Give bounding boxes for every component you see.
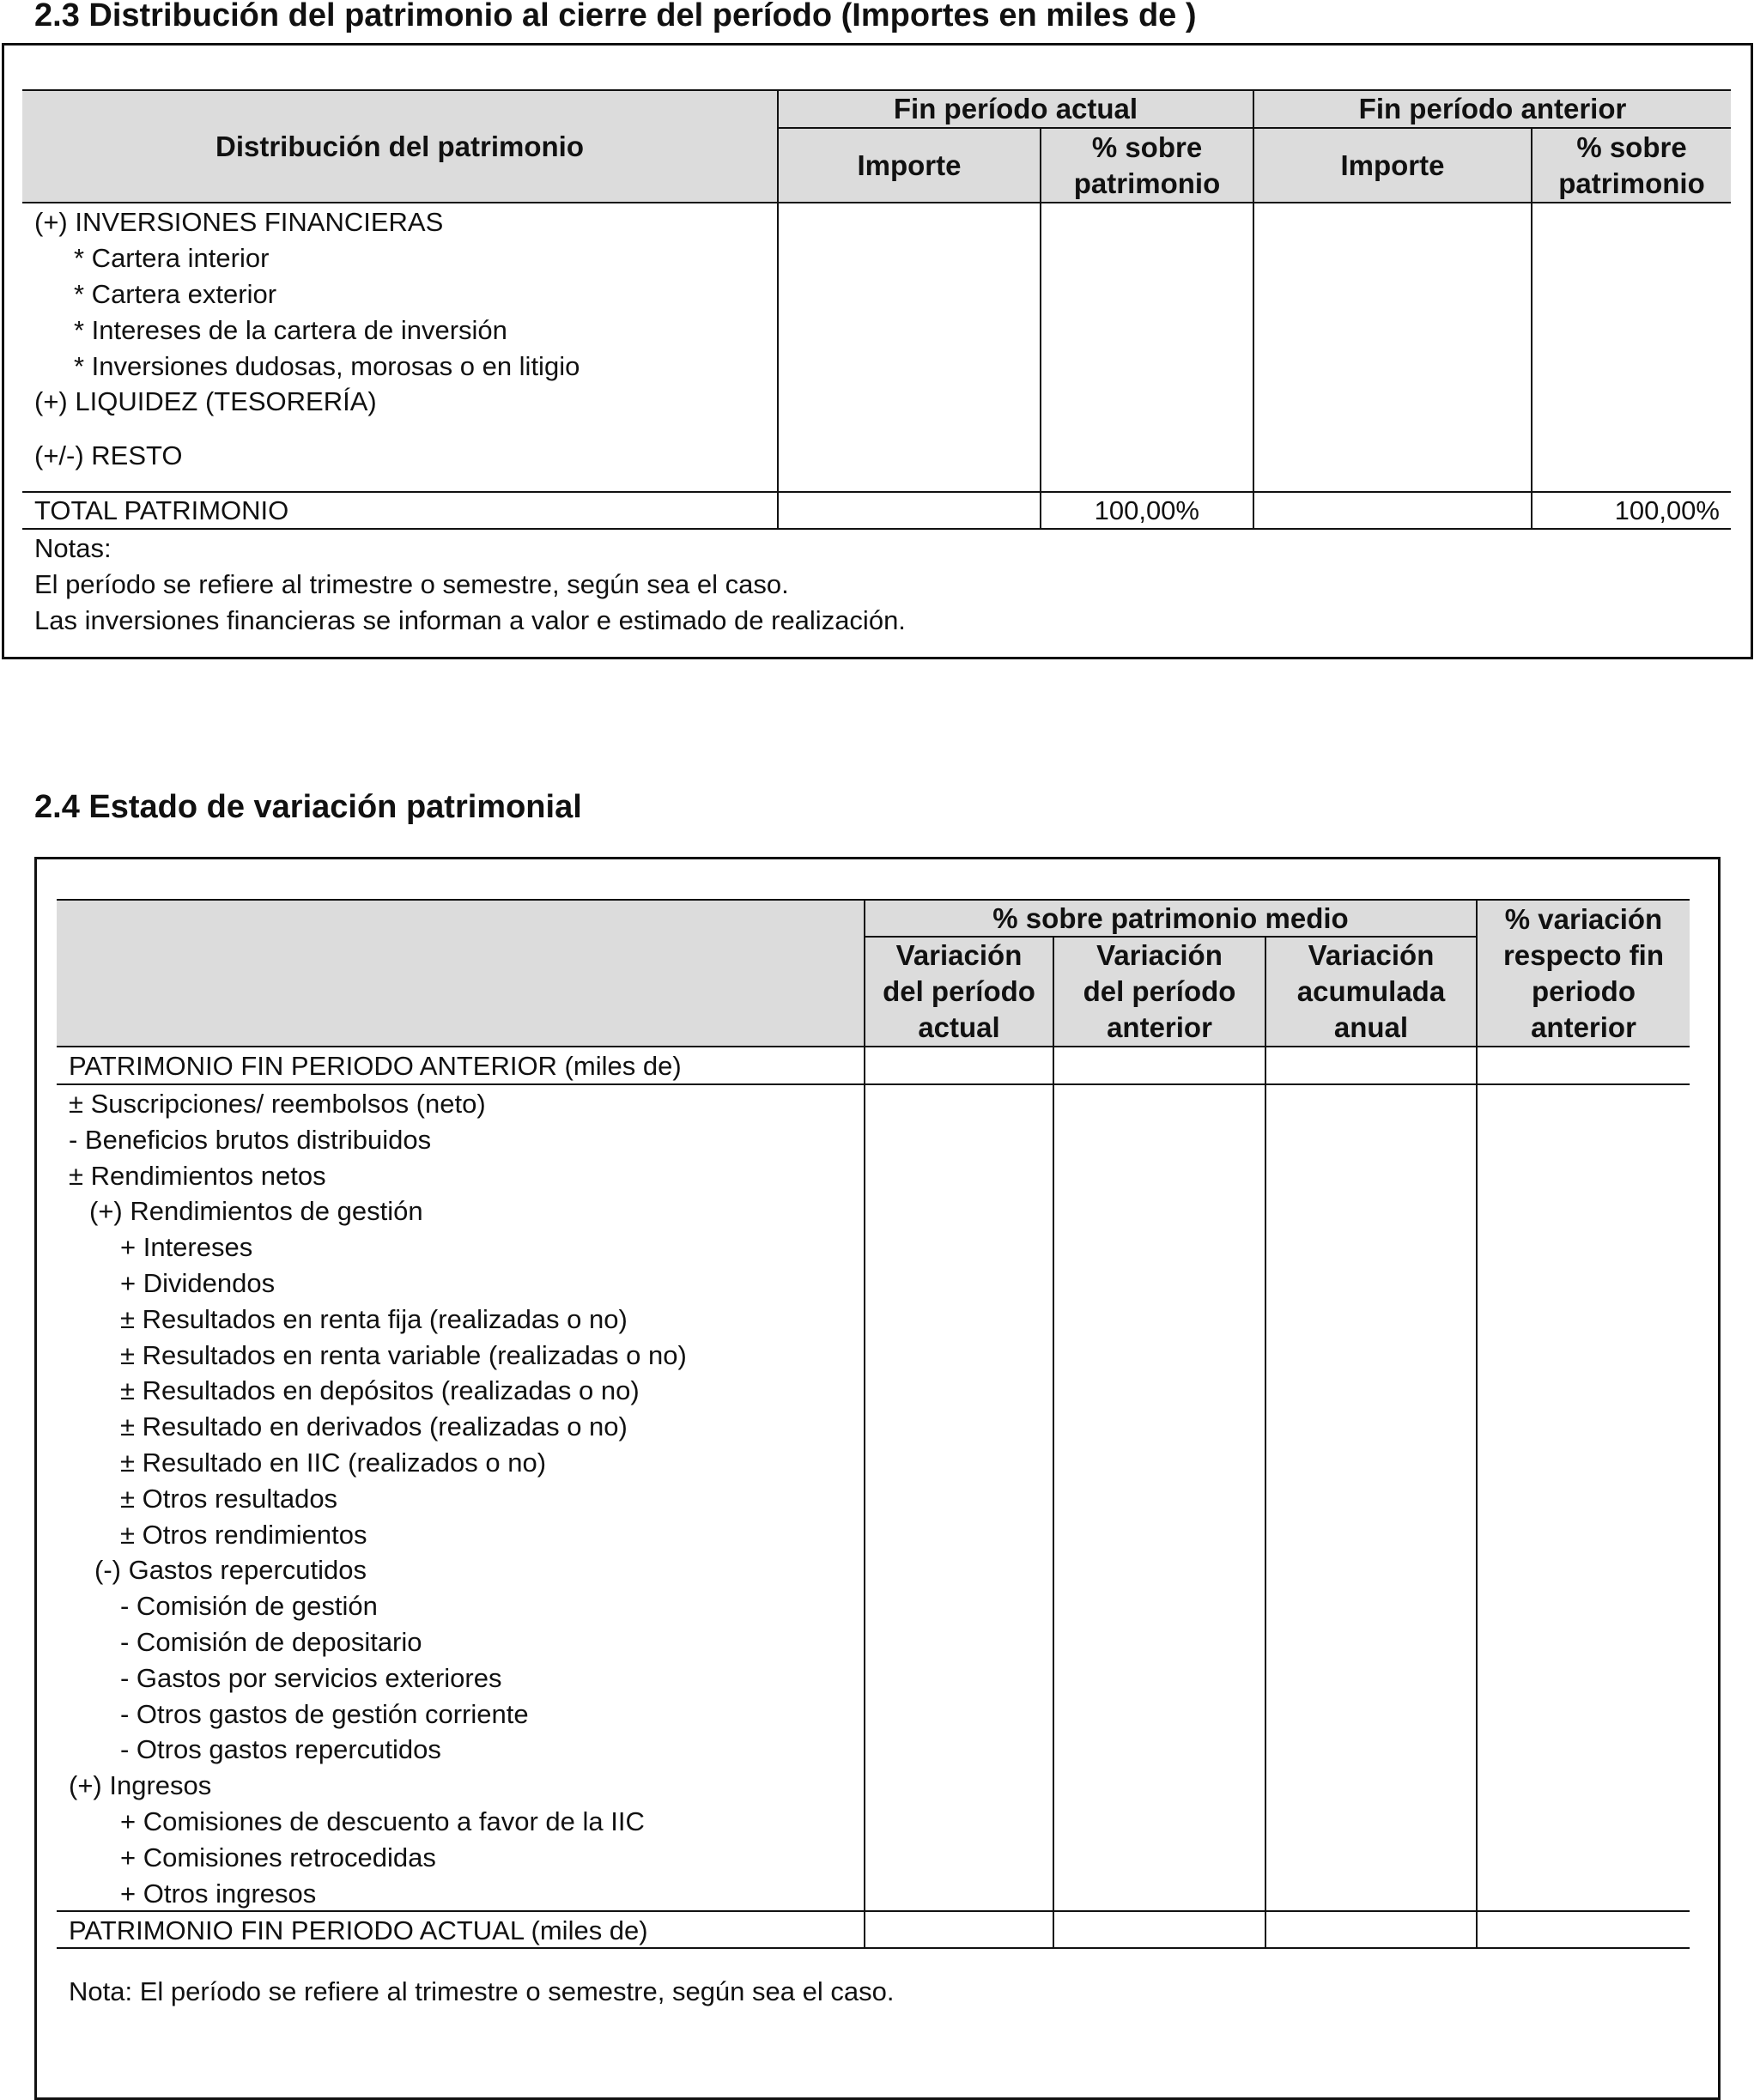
row-otros-gastos-repercutidos: - Otros gastos repercutidos — [120, 1734, 441, 1764]
row-liquidez: (+) LIQUIDEZ (TESORERÍA) — [34, 386, 377, 416]
row-cartera-exterior: * Cartera exterior — [74, 279, 277, 309]
row-derivados: ± Resultado en derivados (realizadas o no) — [120, 1411, 628, 1441]
row-inversiones-financieras: (+) INVERSIONES FINANCIERAS — [34, 207, 444, 237]
header-fin-periodo-actual: Fin período actual — [893, 93, 1138, 124]
row-depositos: ± Resultados en depósitos (realizadas o no) — [120, 1375, 640, 1405]
header-pct-patrimonio-medio: % sobre patrimonio medio — [992, 901, 1349, 934]
header-variacion-anterior: Variación del período anterior — [1083, 939, 1236, 1043]
header-variacion-actual: Variación del período actual — [883, 939, 1035, 1043]
row-ingresos: (+) Ingresos — [69, 1770, 212, 1800]
row-patrimonio-actual: PATRIMONIO FIN PERIODO ACTUAL (miles de) — [69, 1915, 648, 1945]
header-variacion-acumulada: Variación acumulada anual — [1296, 939, 1446, 1043]
row-gastos-servicios: - Gastos por servicios exteriores — [120, 1663, 502, 1693]
row-beneficios-brutos: - Beneficios brutos distribuidos — [69, 1125, 432, 1155]
row-rendimientos-netos: ± Rendimientos netos — [69, 1161, 326, 1191]
row-comision-gestion: - Comisión de gestión — [120, 1591, 378, 1621]
row-otros-gastos-gestion: - Otros gastos de gestión corriente — [120, 1699, 529, 1729]
notes-line-1: El período se refiere al trimestre o semestre, según sea el caso. — [34, 569, 789, 599]
row-total-patrimonio: TOTAL PATRIMONIO — [34, 495, 289, 525]
row-dividendos: + Dividendos — [120, 1268, 276, 1298]
row-patrimonio-anterior: PATRIMONIO FIN PERIODO ANTERIOR (miles de) — [69, 1051, 682, 1081]
row-comisiones-descuento: + Comisiones de descuento a favor de la IIC — [120, 1806, 645, 1836]
row-otros-ingresos: + Otros ingresos — [120, 1878, 317, 1909]
row-iic: ± Resultado en IIC (realizados o no) — [120, 1448, 547, 1478]
row-resto: (+/-) RESTO — [34, 440, 183, 470]
row-gastos-repercutidos: (-) Gastos repercutidos — [94, 1555, 367, 1585]
row-otros-resultados: ± Otros resultados — [120, 1484, 338, 1514]
row-renta-variable: ± Resultados en renta variable (realizadas o no) — [120, 1340, 687, 1370]
row-cartera-interior: * Cartera interior — [74, 243, 270, 273]
row-intereses-cartera: * Intereses de la cartera de inversión — [74, 315, 507, 345]
row-suscripciones: ± Suscripciones/ reembolsos (neto) — [69, 1089, 486, 1119]
header-pct-anterior: % sobre patrimonio — [1558, 130, 1705, 199]
header-pct-actual: % sobre patrimonio — [1073, 130, 1221, 199]
total-pct-actual: 100,00% — [1094, 495, 1199, 525]
row-rendimientos-gestion: (+) Rendimientos de gestión — [89, 1196, 423, 1226]
header-distribucion: Distribución del patrimonio — [215, 130, 585, 162]
row-otros-rendimientos: ± Otros rendimientos — [120, 1520, 367, 1550]
section-2-4-note: Nota: El período se refiere al trimestre o semestre, según sea el caso. — [69, 1976, 895, 2006]
header-importe-actual: Importe — [857, 149, 962, 181]
header-fin-periodo-anterior: Fin período anterior — [1358, 93, 1627, 124]
section-2-4-title: 2.4 Estado de variación patrimonial — [34, 789, 582, 825]
header-importe-anterior: Importe — [1340, 149, 1445, 181]
row-inversiones-dudosas: * Inversiones dudosas, morosas o en litigio — [74, 351, 580, 381]
row-intereses: + Intereses — [120, 1232, 253, 1262]
section-2-3-title: 2.3 Distribución del patrimonio al cierre del período (Importes en miles de ) — [34, 0, 1197, 33]
header-pct-variacion: % variación respecto fin periodo anterior — [1502, 902, 1665, 1043]
total-pct-anterior: 100,00% — [1614, 495, 1720, 525]
row-renta-fija: ± Resultados en renta fija (realizadas o no) — [120, 1304, 628, 1334]
row-comisiones-retrocedidas: + Comisiones retrocedidas — [120, 1842, 436, 1872]
notes-heading: Notas: — [34, 533, 112, 563]
notes-line-2: Las inversiones financieras se informan a valor e estimado de realización. — [34, 605, 906, 635]
row-comision-depositario: - Comisión de depositario — [120, 1627, 422, 1657]
